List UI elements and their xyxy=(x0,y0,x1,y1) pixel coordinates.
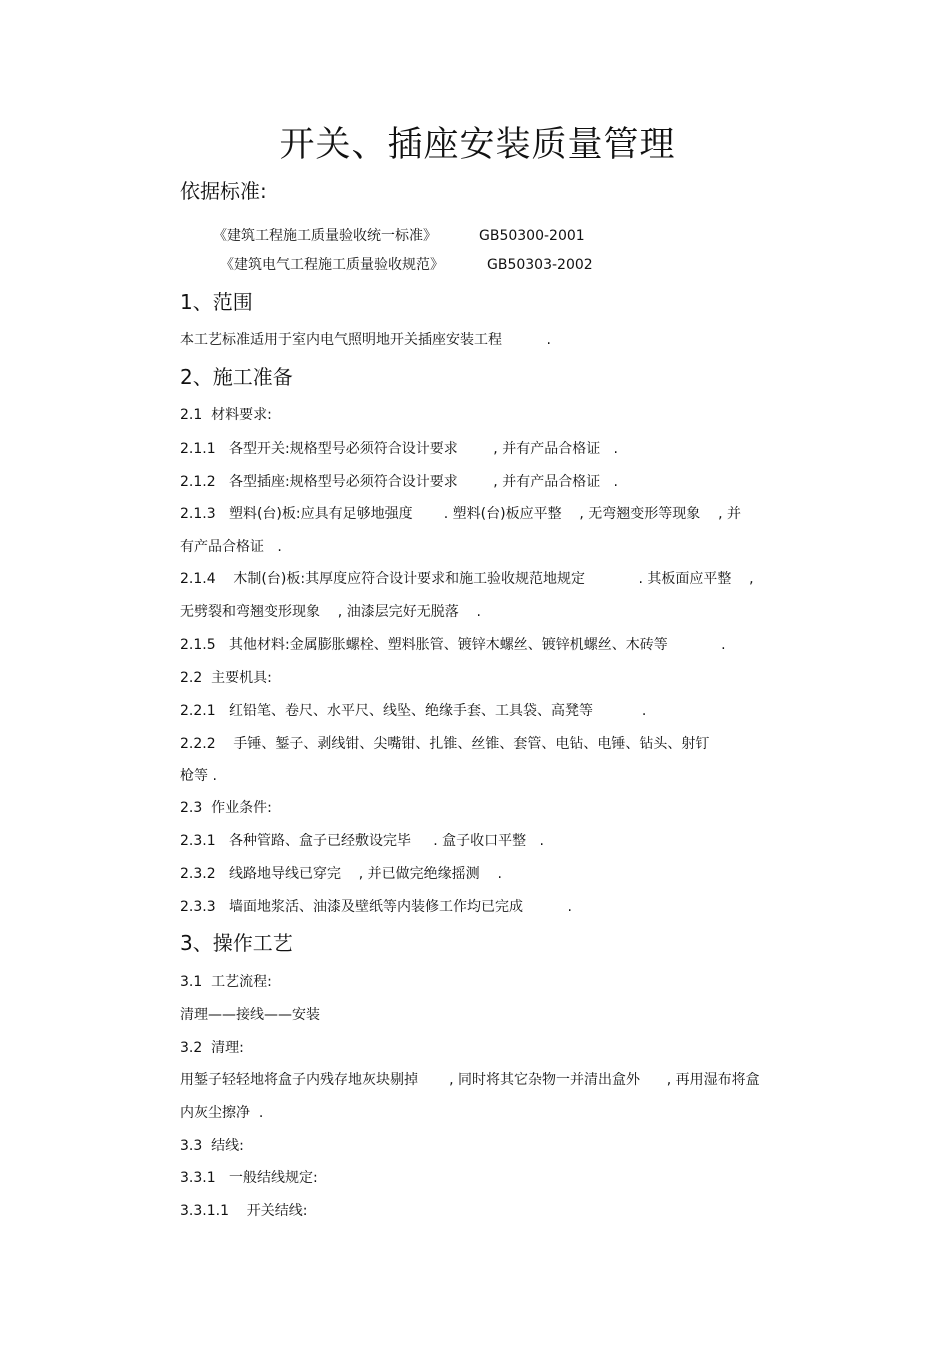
paragraph-line: 2.1.4 木制(台)板:其厚度应符合设计要求和施工验收规范地规定 . 其板面应平整 , xyxy=(180,571,754,587)
subsection-heading: 3.3 结线: xyxy=(180,1138,244,1154)
paragraph-line: 内灰尘擦净 . xyxy=(180,1105,264,1121)
paragraph-line: 2.1.1 各型开关:规格型号必须符合设计要求 , 并有产品合格证 . xyxy=(180,441,618,457)
paragraph-line: 2.3.3 墙面地浆活、油漆及壁纸等内装修工作均已完成 . xyxy=(180,899,572,915)
subsection-heading: 2.3 作业条件: xyxy=(180,800,272,816)
subsection-heading: 2.2 主要机具: xyxy=(180,670,272,686)
section-heading: 1、范围 xyxy=(180,290,253,314)
paragraph-line: 无劈裂和弯翘变形现象 , 油漆层完好无脱落 . xyxy=(180,604,481,620)
paragraph-line: 2.3.2 线路地导线已穿完 , 并已做完绝缘摇测 . xyxy=(180,866,502,882)
subsection-heading: 2.1 材料要求: xyxy=(180,407,272,423)
document-title: 开关、插座安装质量管理 xyxy=(279,125,676,165)
standard-name: 《建筑工程施工质量验收统一标准》 xyxy=(213,228,437,244)
paragraph-line: 枪等 . xyxy=(180,768,217,784)
paragraph-line: 2.2.2 手锤、錾子、剥线钳、尖嘴钳、扎锥、丝锥、套管、电钻、电锤、钻头、射钉 xyxy=(180,736,710,752)
standard-code: GB50303-2002 xyxy=(487,257,593,273)
paragraph-line: 用錾子轻轻地将盒子内残存地灰块剔掉 , 同时将其它杂物一并清出盒外 , 再用湿布将盒 xyxy=(180,1072,760,1088)
subsection-heading: 3.3.1 一般结线规定: xyxy=(180,1170,318,1186)
paragraph-line: 有产品合格证 . xyxy=(180,539,282,555)
subsection-heading: 3.3.1.1 开关结线: xyxy=(180,1203,308,1219)
paragraph-line: 2.1.2 各型插座:规格型号必须符合设计要求 , 并有产品合格证 . xyxy=(180,474,618,490)
standard-code: GB50300-2001 xyxy=(479,228,585,244)
section-heading: 3、操作工艺 xyxy=(180,931,293,955)
paragraph-line: 2.1.5 其他材料:金属膨胀螺栓、塑料胀管、镀锌木螺丝、镀锌机螺丝、木砖等 . xyxy=(180,637,726,653)
paragraph-line: 2.1.3 塑料(台)板:应具有足够地强度 . 塑料(台)板应平整 , 无弯翘变形等现象 , 并 xyxy=(180,506,741,522)
paragraph-line: 2.3.1 各种管路、盒子已经敷设完毕 . 盒子收口平整 . xyxy=(180,833,544,849)
subsection-heading: 3.1 工艺流程: xyxy=(180,974,272,990)
paragraph-line: 2.2.1 红铅笔、卷尺、水平尺、线坠、绝缘手套、工具袋、高凳等 . xyxy=(180,703,647,719)
basis-heading: 依据标准: xyxy=(180,179,267,203)
section-heading: 2、施工准备 xyxy=(180,365,293,389)
paragraph-line: 清理——接线——安装 xyxy=(180,1007,320,1023)
standard-name: 《建筑电气工程施工质量验收规范》 xyxy=(220,257,444,273)
subsection-heading: 3.2 清理: xyxy=(180,1040,244,1056)
paragraph-line: 本工艺标准适用于室内电气照明地开关插座安装工程 . xyxy=(180,332,551,348)
